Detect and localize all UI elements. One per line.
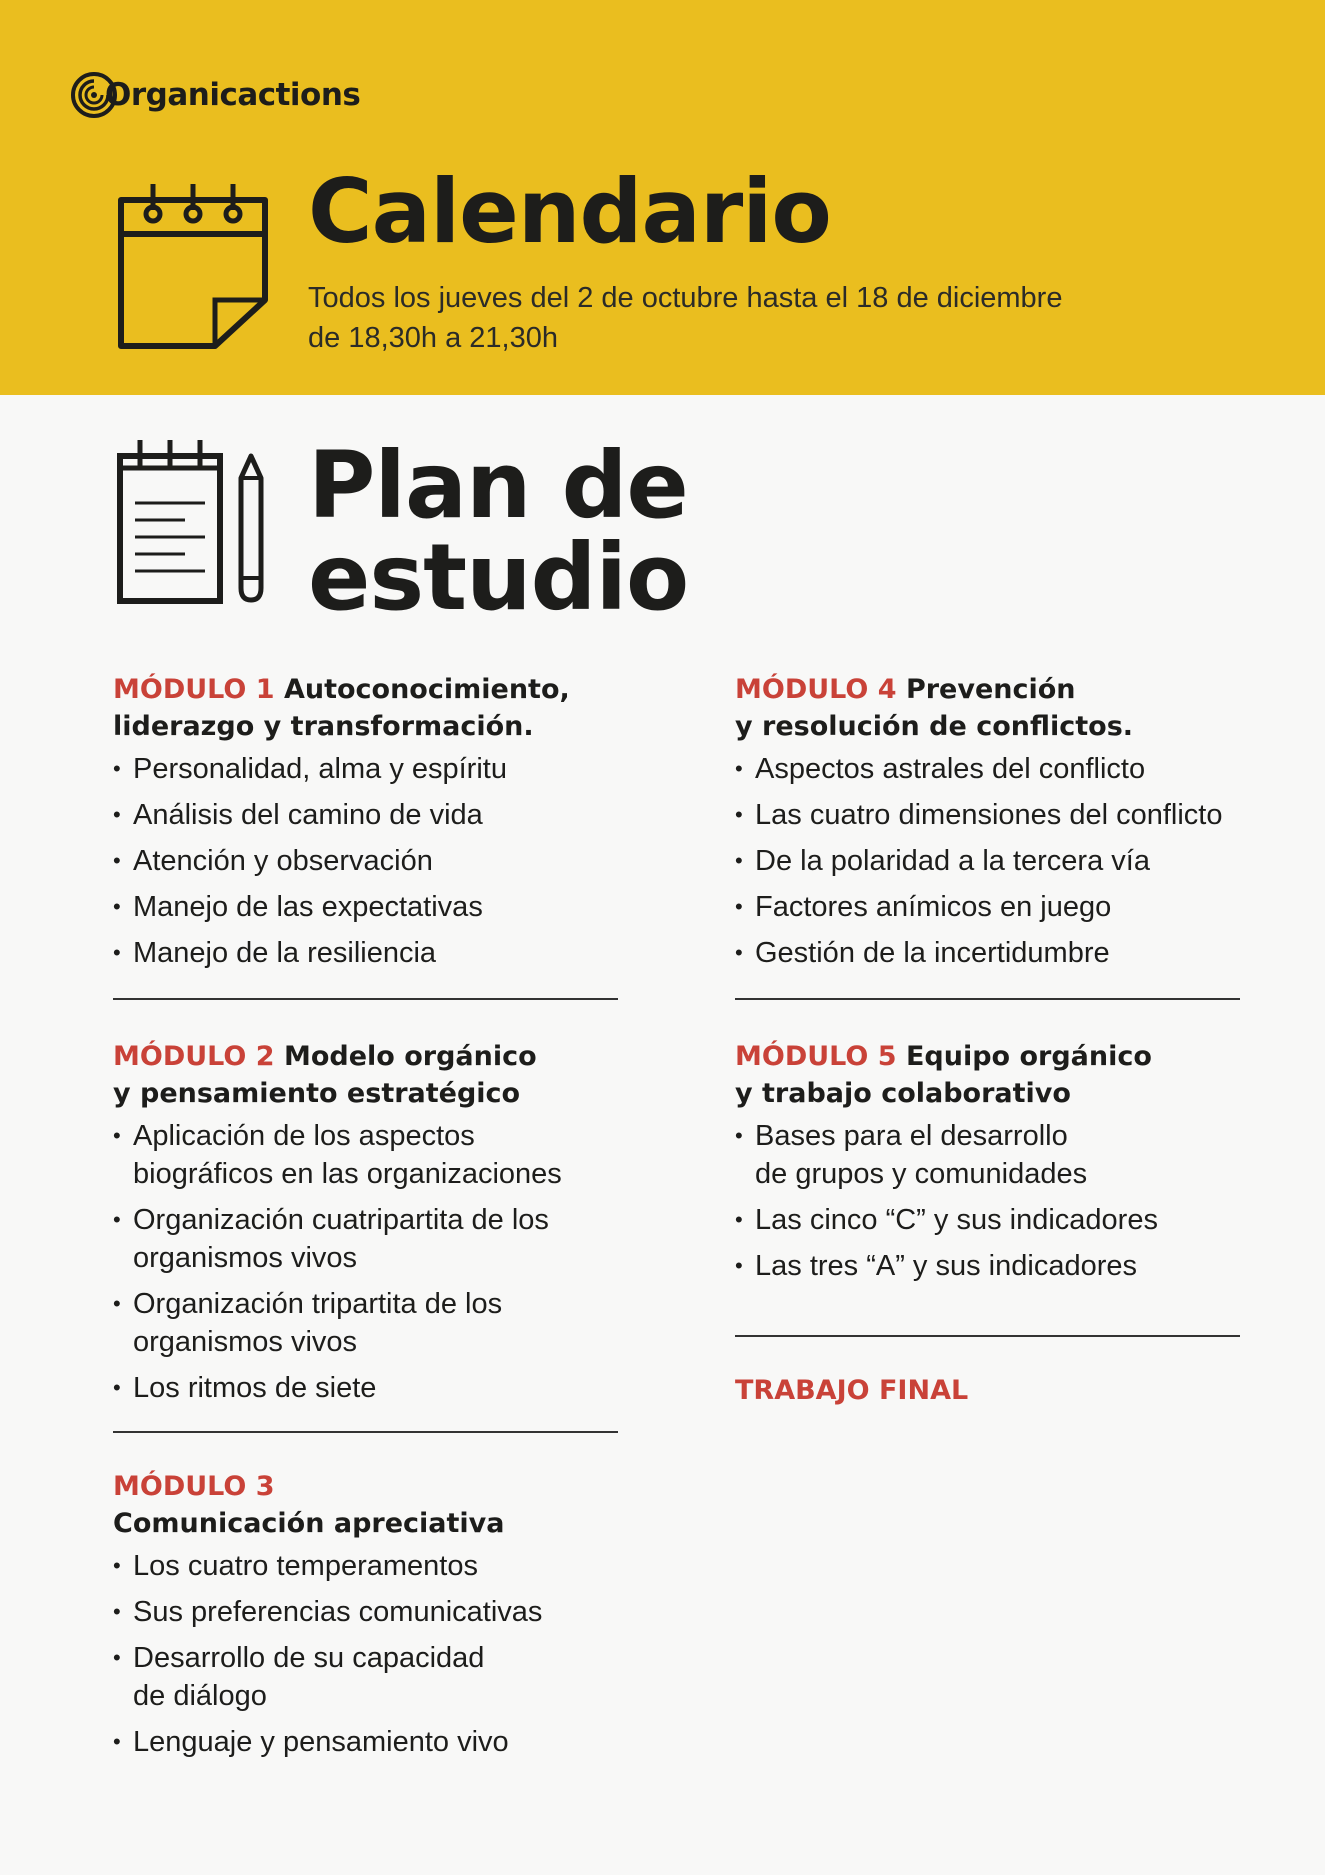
module-4-number: MÓDULO 4 xyxy=(735,674,897,705)
header-banner xyxy=(0,0,1325,395)
list-item: • Sus preferencias comunicativas xyxy=(113,1593,633,1631)
list-item: • Personalidad, alma y espíritu xyxy=(113,750,633,788)
list-item: • Bases para el desarrollo de grupos y comunidades xyxy=(735,1117,1295,1193)
calendar-icon xyxy=(115,180,275,355)
module-4-topics xyxy=(735,750,1295,972)
module-1-title-a: Autoconocimiento, xyxy=(283,674,570,705)
list-item: • Organización tripartita de los organismos vivos xyxy=(113,1285,633,1361)
module-2 xyxy=(113,1038,633,1415)
list-item: • Desarrollo de su capacidad de diálogo xyxy=(113,1639,633,1715)
list-item: • Las tres “A” y sus indicadores xyxy=(735,1247,1295,1285)
module-5-topics xyxy=(735,1117,1295,1285)
divider xyxy=(113,1431,618,1433)
list-item: • Aspectos astrales del conflicto xyxy=(735,750,1295,788)
list-item: • Las cuatro dimensiones del conflicto xyxy=(735,796,1295,834)
list-item: • Organización cuatripartita de los organismos vivos xyxy=(113,1201,633,1277)
list-item: • De la polaridad a la tercera vía xyxy=(735,842,1295,880)
module-2-heading xyxy=(113,1038,633,1112)
list-item: • Gestión de la incertidumbre xyxy=(735,934,1295,972)
module-1-title-b: liderazgo y transformación. xyxy=(113,711,534,742)
plan-title-line1: Plan de xyxy=(308,432,688,539)
module-5-heading xyxy=(735,1038,1295,1112)
module-5 xyxy=(735,1038,1295,1293)
list-item: • Manejo de las expectativas xyxy=(113,888,633,926)
list-item: • Factores anímicos en juego xyxy=(735,888,1295,926)
brand-name: Organicactions xyxy=(105,77,361,113)
list-item: • Manejo de la resiliencia xyxy=(113,934,633,972)
module-4-heading xyxy=(735,671,1295,745)
module-5-number: MÓDULO 5 xyxy=(735,1041,897,1072)
list-item: • Los ritmos de siete xyxy=(113,1369,633,1407)
plan-title-line2: estudio xyxy=(308,524,689,631)
list-item: • Atención y observación xyxy=(113,842,633,880)
divider xyxy=(113,998,618,1000)
calendar-schedule-hours: de 18,30h a 21,30h xyxy=(308,322,558,354)
divider xyxy=(735,1335,1240,1337)
module-4-title-a: Prevención xyxy=(905,674,1076,705)
module-3 xyxy=(113,1468,633,1769)
module-3-heading xyxy=(113,1468,633,1542)
module-1-number: MÓDULO 1 xyxy=(113,674,275,705)
module-3-number: MÓDULO 3 xyxy=(113,1471,275,1502)
calendar-schedule-days: Todos los jueves del 2 de octubre hasta el 18 de diciembre xyxy=(308,282,1063,314)
module-1 xyxy=(113,671,633,980)
module-1-topics xyxy=(113,750,633,972)
module-4-title-b: y resolución de conflictos. xyxy=(735,711,1134,742)
module-2-number: MÓDULO 2 xyxy=(113,1041,275,1072)
list-item: • Los cuatro temperamentos xyxy=(113,1547,633,1585)
brand-logo xyxy=(70,70,360,120)
list-item: • Análisis del camino de vida xyxy=(113,796,633,834)
module-3-topics xyxy=(113,1547,633,1761)
notepad-pencil-icon xyxy=(115,438,275,608)
divider xyxy=(735,998,1240,1000)
module-5-title-a: Equipo orgánico xyxy=(905,1041,1152,1072)
module-3-title-b: Comunicación apreciativa xyxy=(113,1508,505,1539)
module-5-title-b: y trabajo colaborativo xyxy=(735,1078,1071,1109)
module-2-title-b: y pensamiento estratégico xyxy=(113,1078,521,1109)
list-item: • Aplicación de los aspectos biográficos en las organizaciones xyxy=(113,1117,633,1193)
module-2-title-a: Modelo orgánico xyxy=(283,1041,537,1072)
calendar-title: Calendario xyxy=(308,160,831,263)
module-2-topics xyxy=(113,1117,633,1407)
module-4 xyxy=(735,671,1295,980)
list-item: • Lenguaje y pensamiento vivo xyxy=(113,1723,633,1761)
module-1-heading xyxy=(113,671,633,745)
list-item: • Las cinco “C” y sus indicadores xyxy=(735,1201,1295,1239)
final-work-label: TRABAJO FINAL xyxy=(735,1375,969,1406)
